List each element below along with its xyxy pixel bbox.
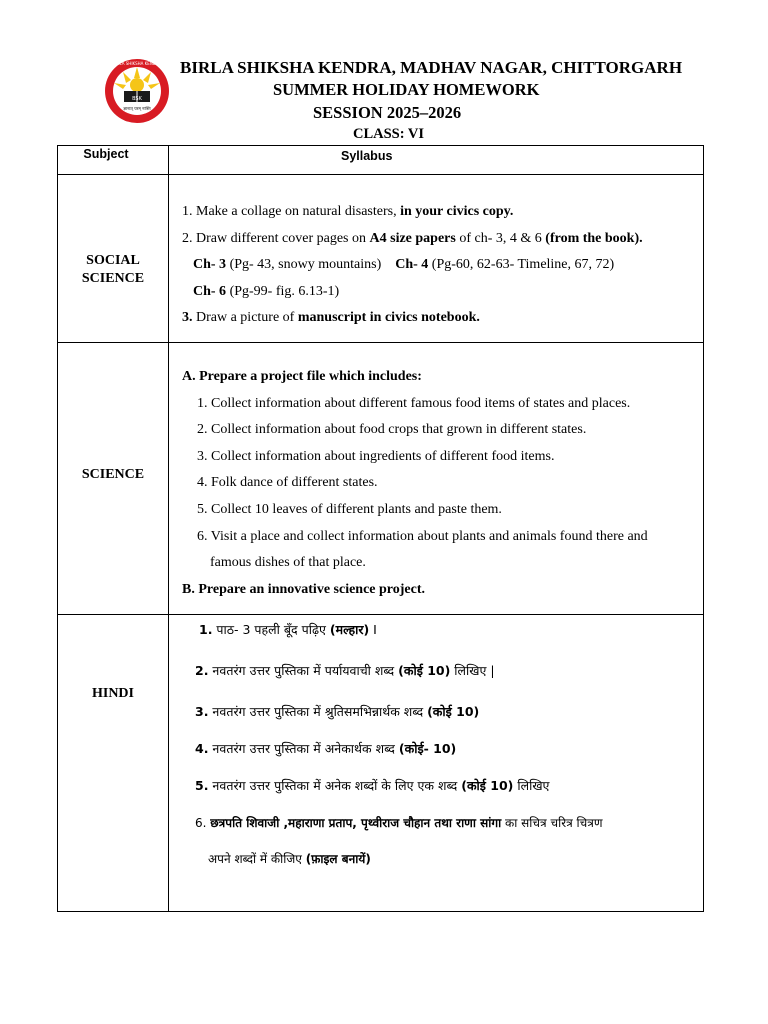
syllabus-hindi (169, 615, 704, 912)
syllabus-table (57, 145, 704, 912)
subject-column-header: Subject (58, 146, 169, 175)
list-item: Ch- 6 (Pg-99- fig. 6.13-1) (193, 283, 340, 299)
list-item: 3. Collect information about ingredients of different food items. (197, 448, 555, 464)
list-item: 5. Collect 10 leaves of different plants and paste them. (197, 501, 502, 517)
subject-hindi (58, 615, 169, 912)
list-item: 2. नवतरंग उत्तर पुस्तिका में पर्यायवाची शब्द (कोई 10) लिखिए | (195, 663, 495, 678)
list-item: 2. Draw different cover pages on A4 size papers of ch- 3, 4 & 6 (from the book). (182, 230, 643, 246)
logo-motto: ज्ञानात् परम् नास्ति (123, 106, 151, 111)
table-row (58, 175, 704, 343)
subject-social-science (58, 175, 169, 343)
subject-label: SCIENCE (81, 466, 145, 482)
homework-title: SUMMER HOLIDAY HOMEWORK (273, 80, 540, 99)
session-label: SESSION 2025–2026 (313, 103, 462, 122)
list-item: 3. नवतरंग उत्तर पुस्तिका में श्रुतिसमभिन्नार्थक शब्द (कोई 10) (195, 704, 480, 719)
list-heading: A. Prepare a project file which includes: (182, 369, 422, 384)
list-item: 2. Collect information about food crops that grown in different states. (197, 422, 587, 438)
subject-science (58, 343, 169, 615)
table-row (58, 343, 704, 615)
list-item: 6. छत्रपति शिवाजी ,महाराणा प्रताप, पृथ्वीराज चौहान तथा राणा सांगा का सचित्र चरित्र चित्रण (195, 816, 603, 830)
syllabus-science (169, 343, 704, 615)
school-logo (104, 58, 170, 124)
table-header-row (58, 146, 704, 175)
syllabus-social-science (169, 175, 704, 343)
subject-label: SOCIAL (86, 252, 140, 268)
list-heading: B. Prepare an innovative science project. (182, 581, 426, 597)
logo-sun (130, 78, 144, 92)
list-item: famous dishes of that place. (210, 555, 366, 571)
list-item: 5. नवतरंग उत्तर पुस्तिका में अनेक शब्दों के लिए एक शब्द (कोई 10) लिखिए (195, 778, 550, 793)
list-item: Ch- 3 (Pg- 43, snowy mountains) Ch- 4 (Pg-60, 62-63- Timeline, 67, 72) (193, 257, 615, 273)
syllabus-column-header: Syllabus (169, 146, 704, 175)
logo-book-text: BSK (132, 96, 142, 102)
list-item: 4. नवतरंग उत्तर पुस्तिका में अनेकार्थक शब्द (कोई- 10) (195, 741, 457, 756)
list-item: 4. Folk dance of different states. (197, 475, 378, 491)
list-item: 1. Collect information about different famous food items of states and places. (197, 395, 631, 411)
class-label: CLASS: VI (353, 126, 425, 142)
list-item: 1. Make a collage on natural disasters, in your civics copy. (182, 204, 514, 219)
table-row (58, 615, 704, 912)
subject-label: HINDI (91, 686, 134, 701)
list-item: 1. पाठ- 3 पहली बूँद पढ़िए (मल्हार) I (199, 622, 377, 637)
subject-label: SCIENCE (81, 270, 145, 286)
logo-top-text: BIRLA SHIKSHA KENDRA (112, 61, 162, 66)
list-item: 6. Visit a place and collect information about plants and animals found there and (197, 528, 648, 544)
school-name: BIRLA SHIKSHA KENDRA, MADHAV NAGAR, CHITTORGARH (180, 58, 683, 77)
list-item: अपने शब्दों में कीजिए (फ़ाइल बनायें) (208, 852, 371, 866)
list-item: 3. Draw a picture of manuscript in civics notebook. (182, 310, 480, 326)
